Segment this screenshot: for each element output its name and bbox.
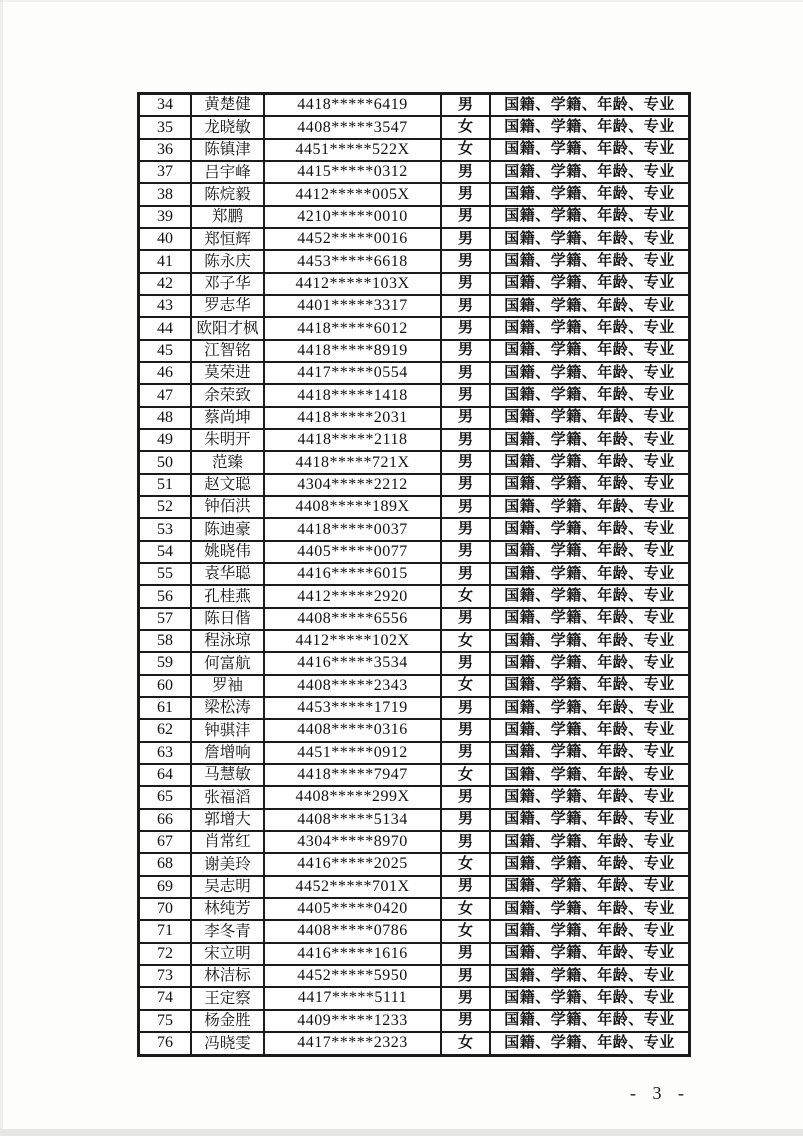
cell-gender: 男 [441,987,490,1009]
cell-no: 71 [139,920,192,942]
cell-items: 国籍、学籍、年龄、专业 [490,451,690,473]
cell-name: 赵文聪 [191,474,264,496]
cell-gender: 男 [441,1010,490,1032]
cell-items: 国籍、学籍、年龄、专业 [490,474,690,496]
cell-name: 欧阳才枫 [191,317,264,339]
table-row [139,116,690,138]
cell-name: 宋立明 [191,943,264,965]
cell-gender: 男 [441,563,490,585]
cell-no: 56 [139,585,192,607]
cell-id: 4418*****6012 [264,317,441,339]
cell-name: 陈镇津 [191,139,264,161]
cell-no: 67 [139,831,192,853]
table-row [139,407,690,429]
cell-name: 王定察 [191,987,264,1009]
cell-no: 75 [139,1010,192,1032]
cell-gender: 男 [441,228,490,250]
cell-items: 国籍、学籍、年龄、专业 [490,675,690,697]
table-row [139,250,690,272]
cell-no: 52 [139,496,192,518]
table-row [139,898,690,920]
table-row [139,206,690,228]
cell-no: 58 [139,630,192,652]
cell-id: 4409*****1233 [264,1010,441,1032]
cell-gender: 男 [441,474,490,496]
cell-id: 4417*****5111 [264,987,441,1009]
cell-gender: 男 [441,742,490,764]
cell-name: 钟骐沣 [191,719,264,741]
cell-gender: 女 [441,675,490,697]
table-row [139,429,690,451]
cell-items: 国籍、学籍、年龄、专业 [490,831,690,853]
table-row [139,987,690,1009]
cell-name: 吴志明 [191,876,264,898]
cell-no: 36 [139,139,192,161]
cell-name: 冯晓雯 [191,1032,264,1056]
cell-no: 62 [139,719,192,741]
cell-id: 4416*****2025 [264,853,441,875]
cell-gender: 女 [441,585,490,607]
cell-no: 57 [139,608,192,630]
cell-gender: 女 [441,920,490,942]
cell-name: 江智铭 [191,340,264,362]
table-row [139,585,690,607]
cell-id: 4415*****0312 [264,161,441,183]
cell-items: 国籍、学籍、年龄、专业 [490,228,690,250]
cell-gender: 男 [441,183,490,205]
table-row [139,853,690,875]
cell-no: 50 [139,451,192,473]
cell-name: 郑鹏 [191,206,264,228]
table-row [139,496,690,518]
table-row [139,876,690,898]
cell-no: 49 [139,429,192,451]
cell-no: 64 [139,764,192,786]
table-row [139,719,690,741]
cell-id: 4452*****5950 [264,965,441,987]
cell-name: 郑恒辉 [191,228,264,250]
cell-gender: 女 [441,116,490,138]
cell-no: 55 [139,563,192,585]
cell-items: 国籍、学籍、年龄、专业 [490,1032,690,1056]
cell-id: 4451*****0912 [264,742,441,764]
cell-no: 65 [139,786,192,808]
cell-items: 国籍、学籍、年龄、专业 [490,652,690,674]
cell-name: 程泳琼 [191,630,264,652]
table-row [139,630,690,652]
cell-items: 国籍、学籍、年龄、专业 [490,697,690,719]
cell-name: 范臻 [191,451,264,473]
cell-id: 4416*****3534 [264,652,441,674]
cell-no: 59 [139,652,192,674]
cell-name: 陈烷毅 [191,183,264,205]
table-row [139,541,690,563]
cell-id: 4408*****2343 [264,675,441,697]
cell-gender: 男 [441,407,490,429]
cell-no: 69 [139,876,192,898]
cell-gender: 男 [441,250,490,272]
cell-gender: 男 [441,541,490,563]
cell-no: 41 [139,250,192,272]
cell-items: 国籍、学籍、年龄、专业 [490,429,690,451]
cell-gender: 男 [441,697,490,719]
table-row [139,608,690,630]
cell-items: 国籍、学籍、年龄、专业 [490,384,690,406]
table-row [139,451,690,473]
cell-id: 4418*****2031 [264,407,441,429]
table-row [139,652,690,674]
table-row [139,94,690,117]
cell-gender: 男 [441,206,490,228]
cell-no: 44 [139,317,192,339]
cell-id: 4416*****1616 [264,943,441,965]
cell-no: 48 [139,407,192,429]
cell-id: 4418*****7947 [264,764,441,786]
table-row [139,362,690,384]
cell-name: 罗袖 [191,675,264,697]
cell-id: 4412*****005X [264,183,441,205]
cell-id: 4418*****0037 [264,518,441,540]
scan-edge-bottom [0,1129,803,1136]
cell-id: 4405*****0077 [264,541,441,563]
cell-name: 郭增大 [191,809,264,831]
table-row [139,161,690,183]
cell-gender: 男 [441,496,490,518]
cell-gender: 男 [441,876,490,898]
cell-items: 国籍、学籍、年龄、专业 [490,183,690,205]
cell-id: 4417*****0554 [264,362,441,384]
cell-no: 76 [139,1032,192,1056]
cell-id: 4418*****8919 [264,340,441,362]
cell-gender: 男 [441,943,490,965]
cell-id: 4418*****1418 [264,384,441,406]
cell-no: 47 [139,384,192,406]
cell-id: 4453*****1719 [264,697,441,719]
cell-items: 国籍、学籍、年龄、专业 [490,317,690,339]
cell-items: 国籍、学籍、年龄、专业 [490,206,690,228]
cell-items: 国籍、学籍、年龄、专业 [490,407,690,429]
table-row [139,786,690,808]
cell-id: 4418*****2118 [264,429,441,451]
roster-table-body [139,94,690,1056]
cell-id: 4417*****2323 [264,1032,441,1056]
cell-name: 林洁标 [191,965,264,987]
cell-items: 国籍、学籍、年龄、专业 [490,139,690,161]
cell-items: 国籍、学籍、年龄、专业 [490,876,690,898]
cell-items: 国籍、学籍、年龄、专业 [490,250,690,272]
cell-no: 72 [139,943,192,965]
cell-gender: 男 [441,451,490,473]
cell-items: 国籍、学籍、年龄、专业 [490,608,690,630]
cell-items: 国籍、学籍、年龄、专业 [490,496,690,518]
cell-id: 4452*****701X [264,876,441,898]
cell-items: 国籍、学籍、年龄、专业 [490,563,690,585]
cell-name: 朱明开 [191,429,264,451]
table-row [139,764,690,786]
cell-items: 国籍、学籍、年龄、专业 [490,585,690,607]
cell-id: 4412*****103X [264,273,441,295]
cell-items: 国籍、学籍、年龄、专业 [490,898,690,920]
cell-no: 43 [139,295,192,317]
cell-name: 肖常红 [191,831,264,853]
cell-gender: 男 [441,94,490,117]
table-row [139,384,690,406]
table-row [139,675,690,697]
cell-name: 马慧敏 [191,764,264,786]
cell-gender: 男 [441,652,490,674]
table-row [139,920,690,942]
cell-id: 4412*****2920 [264,585,441,607]
table-row [139,183,690,205]
cell-name: 姚晓伟 [191,541,264,563]
cell-items: 国籍、学籍、年龄、专业 [490,987,690,1009]
table-row [139,831,690,853]
cell-items: 国籍、学籍、年龄、专业 [490,94,690,117]
cell-id: 4408*****3547 [264,116,441,138]
cell-no: 63 [139,742,192,764]
cell-items: 国籍、学籍、年龄、专业 [490,920,690,942]
cell-no: 39 [139,206,192,228]
cell-gender: 男 [441,965,490,987]
table-row [139,228,690,250]
cell-name: 陈日偕 [191,608,264,630]
cell-name: 何富航 [191,652,264,674]
cell-id: 4418*****6419 [264,94,441,117]
cell-no: 68 [139,853,192,875]
table-row [139,295,690,317]
cell-gender: 男 [441,429,490,451]
cell-gender: 男 [441,608,490,630]
cell-items: 国籍、学籍、年龄、专业 [490,809,690,831]
table-row [139,273,690,295]
cell-id: 4408*****5134 [264,809,441,831]
cell-id: 4453*****6618 [264,250,441,272]
cell-no: 45 [139,340,192,362]
cell-gender: 男 [441,295,490,317]
page-number: - 3 - [630,1083,690,1103]
cell-no: 42 [139,273,192,295]
cell-gender: 男 [441,786,490,808]
cell-gender: 女 [441,139,490,161]
cell-name: 邓子华 [191,273,264,295]
cell-gender: 男 [441,317,490,339]
table-row [139,340,690,362]
cell-id: 4452*****0016 [264,228,441,250]
cell-name: 孔桂燕 [191,585,264,607]
table-row [139,563,690,585]
cell-items: 国籍、学籍、年龄、专业 [490,630,690,652]
cell-items: 国籍、学籍、年龄、专业 [490,116,690,138]
cell-items: 国籍、学籍、年龄、专业 [490,362,690,384]
table-row [139,317,690,339]
roster-table [137,92,691,1057]
cell-no: 54 [139,541,192,563]
cell-gender: 女 [441,898,490,920]
cell-items: 国籍、学籍、年龄、专业 [490,853,690,875]
cell-gender: 男 [441,161,490,183]
cell-no: 51 [139,474,192,496]
cell-id: 4210*****0010 [264,206,441,228]
cell-gender: 男 [441,362,490,384]
cell-items: 国籍、学籍、年龄、专业 [490,340,690,362]
cell-items: 国籍、学籍、年龄、专业 [490,273,690,295]
cell-gender: 女 [441,764,490,786]
cell-items: 国籍、学籍、年龄、专业 [490,764,690,786]
cell-id: 4412*****102X [264,630,441,652]
cell-gender: 女 [441,630,490,652]
cell-id: 4405*****0420 [264,898,441,920]
cell-name: 杨金胜 [191,1010,264,1032]
cell-id: 4408*****6556 [264,608,441,630]
cell-name: 林纯芳 [191,898,264,920]
table-row [139,139,690,161]
table-row [139,697,690,719]
cell-name: 龙晓敏 [191,116,264,138]
cell-name: 钟佰洪 [191,496,264,518]
cell-items: 国籍、学籍、年龄、专业 [490,719,690,741]
cell-no: 38 [139,183,192,205]
cell-gender: 女 [441,853,490,875]
cell-no: 53 [139,518,192,540]
cell-gender: 男 [441,518,490,540]
cell-name: 詹增响 [191,742,264,764]
cell-name: 梁松涛 [191,697,264,719]
table-row [139,1010,690,1032]
cell-id: 4408*****299X [264,786,441,808]
cell-items: 国籍、学籍、年龄、专业 [490,541,690,563]
cell-items: 国籍、学籍、年龄、专业 [490,295,690,317]
cell-gender: 男 [441,273,490,295]
cell-id: 4418*****721X [264,451,441,473]
cell-name: 蔡尚坤 [191,407,264,429]
cell-id: 4416*****6015 [264,563,441,585]
cell-items: 国籍、学籍、年龄、专业 [490,1010,690,1032]
cell-no: 73 [139,965,192,987]
cell-gender: 男 [441,831,490,853]
cell-id: 4408*****0786 [264,920,441,942]
cell-name: 吕宇峰 [191,161,264,183]
cell-id: 4304*****2212 [264,474,441,496]
cell-no: 74 [139,987,192,1009]
cell-name: 袁华聪 [191,563,264,585]
scan-edge-top [0,0,803,2]
cell-no: 60 [139,675,192,697]
cell-no: 46 [139,362,192,384]
cell-name: 陈迪豪 [191,518,264,540]
cell-items: 国籍、学籍、年龄、专业 [490,786,690,808]
cell-gender: 男 [441,340,490,362]
cell-name: 陈永庆 [191,250,264,272]
cell-name: 罗志华 [191,295,264,317]
cell-name: 莫荣进 [191,362,264,384]
table-row [139,518,690,540]
table-row [139,965,690,987]
scan-edge-left [0,0,3,1136]
table-row [139,474,690,496]
cell-name: 余荣致 [191,384,264,406]
cell-items: 国籍、学籍、年龄、专业 [490,943,690,965]
cell-gender: 男 [441,809,490,831]
cell-id: 4408*****0316 [264,719,441,741]
cell-name: 李冬青 [191,920,264,942]
cell-name: 张福滔 [191,786,264,808]
table-row [139,809,690,831]
cell-items: 国籍、学籍、年龄、专业 [490,742,690,764]
cell-id: 4451*****522X [264,139,441,161]
cell-items: 国籍、学籍、年龄、专业 [490,518,690,540]
table-row [139,943,690,965]
cell-gender: 男 [441,719,490,741]
cell-no: 40 [139,228,192,250]
cell-name: 黄楚健 [191,94,264,117]
cell-no: 61 [139,697,192,719]
table-row [139,1032,690,1056]
table-row [139,742,690,764]
cell-no: 35 [139,116,192,138]
cell-id: 4401*****3317 [264,295,441,317]
cell-name: 谢美玲 [191,853,264,875]
cell-no: 70 [139,898,192,920]
cell-no: 66 [139,809,192,831]
cell-gender: 男 [441,384,490,406]
cell-no: 37 [139,161,192,183]
cell-id: 4408*****189X [264,496,441,518]
cell-items: 国籍、学籍、年龄、专业 [490,161,690,183]
cell-gender: 女 [441,1032,490,1056]
cell-no: 34 [139,94,192,117]
cell-id: 4304*****8970 [264,831,441,853]
cell-items: 国籍、学籍、年龄、专业 [490,965,690,987]
